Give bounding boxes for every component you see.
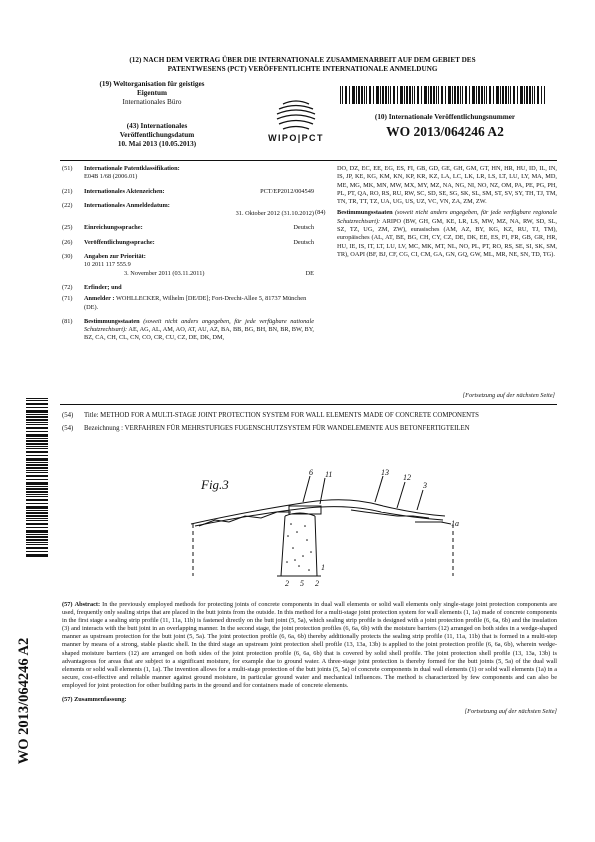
side-publication-number: WO 2013/064246 A2 <box>16 637 32 765</box>
title-german-text: Bezeichnung : VERFAHREN FÜR MEHRSTUFIGES FUGENSCHUTZSYSTEM FÜR WANDELEMENTE AUS BETONFERTIGTEILEN <box>84 425 470 432</box>
field-25-value: Deutsch <box>293 224 314 232</box>
figure-label-5: 5 <box>300 579 304 588</box>
field-25: (25) Einreichungssprache: Deutsch <box>62 224 314 232</box>
abstract-text: In the previously employed methods for protecting joints of concrete components in dual wall elements or solid wall elements only single-stage joint protection components are used, frequently only sealing strips that are placed in the butt joints from the outside. In this method for a multi-stage joint protection system for wall elements (1, 1a) made of concrete components in the first stage a sealing strip profile (11, 11a, 11b) is fastened directly on the butt joint (5, 5a), which sealing strip profile is designed with a joint protection profile (6, 6a, 6b) and the insulation (3) and interacts with the butt joint in an overlapping manner. In the second stage, the joint protection profiles (6, 6a, 6b) with the moisture barriers (12) arranged on both sides in a wedge-shaped manner as upstream protection for the butt joint (5, 5a). The joint protection profile (6, 6a, 6b) thereby additionally protects the sealing strip profile (11, 11a, 11b) that is formed in a multi-step manner by means of a strong, stable plastic shell. In the third stage an upstream joint protection shell profile (13, 13a, 13b) is applied to the joint protection profile (6, 6a, 6b), wherein wedge-shaped moisture barriers (12) are arranged on both sides of the joint protection profile (6, 6a, 6b) that is covered by solid shell profile. The joint protection shell profile (13, 13a, 13b) is advantageous for areas that are subject to a significant moisture, for example due to ground water. A three-stage joint protection is thereby formed for the butt joints (5, 5a) of the dual wall elements or solid wall elements (1, 1a). The invention allows for a multi-stage protection of the butt joints (5, 5a) of concrete components in dual wall elements (1) or solid wall elements (1a) in a secure, cost-effective and reliable manner against ground moisture, in particular ground water and mechanical influences. The method is characterized by few components and can also be employed for joint protection for other building parts in the ground and for containers made of concrete elements. <box>62 601 558 689</box>
title-english-text: Title: METHOD FOR A MULTI-STAGE JOINT PROTECTION SYSTEM FOR WALL ELEMENTS MADE OF CONCRETE COMPONENTS <box>84 412 479 419</box>
field-21: (21) Internationales Aktenzeichen: PCT/EP2012/004549 <box>62 187 314 195</box>
field-21-label: Internationales Aktenzeichen: <box>84 187 165 195</box>
designated-states-list: DO, DZ, EC, EE, EG, ES, FI, GB, GD, GE, GH, GM, GT, HN, HR, HU, ID, IL, IN, IS, JP, KE, KG, KM, KN, KP, KR, KZ, LA, LC, LK, LR, LS, LT, LU, LY, MA, MD, ME, MG, MK, MN, MW, MX, MY, MZ, NA, NG, NI, NO, NZ, OM, PA, PE, PG, PH, PL, PT, QA, RO, RS, RU, RW, SC, SD, SE, SG, SK, SL, SM, ST, SV, SY, TH, TJ, TM, TN, TR, TT, TZ, UA, UG, US, UZ, VC, VN, ZA, ZM, ZW. <box>337 165 557 206</box>
field-71-value: WOHLLECKER, Wilhelm [DE/DE]; Fort-Drecht-Allee 5, 81737 München (DE). <box>84 295 307 311</box>
continuation-note-1: [Fortsetzung auf der nächsten Seite] <box>462 392 555 399</box>
summary-heading: (57) Zusammenfassung: <box>62 696 127 704</box>
figure-label-6: 6 <box>309 468 313 477</box>
bibliographic-left-column <box>62 165 314 346</box>
figure-label-11: 11 <box>325 470 333 479</box>
wipo-pct-wordmark: WIPO|PCT <box>268 133 324 143</box>
field-51: (51) Internationale Patentklassifikation: E04B 1/68 (2006.01) <box>62 165 180 181</box>
field-51-value: E04B 1/68 (2006.01) <box>84 173 138 181</box>
field-72: (72) Erfinder; und <box>62 283 122 291</box>
field-22-value: 31. Oktober 2012 (31.10.2012) <box>235 210 314 218</box>
header-line-1: (12) NACH DEM VERTRAG ÜBER DIE INTERNATIONALE ZUSAMMENARBEIT AUF DEM GEBIET DES <box>129 56 476 64</box>
field-84-value: ARIPO (BW, GH, GM, KE, LR, LS, MW, MZ, NA, RW, SD, SL, SZ, TZ, UG, ZM, ZW), eurasisches (AM, AZ, BY, KG, KZ, RU, TJ, TM), europäisches (AL, AT, BE, BG, CH, CY, CZ, DE, DK, EE, ES, FI, FR, GB, GR, HR, HU, IE, IS, IT, LT, LU, LV, MC, MK, MT, NL, NO, PL, PT, RO, RS, SE, SI, SK, SM, TR), OAPI (BF, BJ, CF, CG, CI, CM, GA, GN, GQ, GW, ML, MR, NE, SN, TD, TG). <box>337 217 557 258</box>
field-84-note: (soweit nicht anders angegeben, für jede verfügbare regionale Schutzrechtsart): <box>337 209 557 225</box>
title-german: (54) Bezeichnung : VERFAHREN FÜR MEHRSTUFIGES FUGENSCHUTZSYSTEM FÜR WANDELEMENTE AUS BETONFERTIGTEILEN <box>62 425 470 432</box>
bibliographic-right-column <box>315 165 557 262</box>
figure-label-2a: 2 <box>285 579 289 588</box>
figure-label-1a: 1a <box>451 519 459 528</box>
field-30-country: DE <box>305 269 314 277</box>
field-26-label: Veröffentlichungssprache: <box>84 238 155 246</box>
field-81-note: (soweit nicht anders angegeben, für jede verfügbare nationale Schutzrechtsart): <box>84 317 314 334</box>
publication-number-label: (10) Internationale Veröffentlichungsnummer <box>374 113 516 121</box>
header-line-2: PATENTWESENS (PCT) VERÖFFENTLICHTE INTERNATIONALE ANMELDUNG <box>167 65 438 73</box>
field-30-date: 3. November 2011 (03.11.2011) <box>124 269 205 277</box>
title-english: (54) Title: METHOD FOR A MULTI-STAGE JOINT PROTECTION SYSTEM FOR WALL ELEMENTS MADE OF CONCRETE COMPONENTS <box>62 412 479 419</box>
figure-label-13: 13 <box>381 468 389 477</box>
field-84: (84) Bestimmungsstaaten (soweit nicht anders angegeben, für jede verfügbare regionale Schutzrechtsart): ARIPO (BW, GH, GM, KE, LR, LS, MW, MZ, NA, RW, SD, SL, SZ, TZ, UG, ZM, ZW), eurasisches (AM, AZ, BY, KG, KZ, RU, TJ, TM), europäisches (AL, AT, BE, BG, CH, CY, CZ, DE, DK, EE, ES, FI, FR, GB, GR, HR, HU, IE, IS, IT, LT, LU, LV, MC, MK, MT, NL, NO, PL, PT, RO, RS, SE, SI, SK, SM, TR), OAPI (BF, BJ, CF, CG, CI, CM, GA, GN, GQ, GW, ML, MR, NE, SN, TD, TG). <box>315 209 557 258</box>
field-30-label: Angaben zur Priorität: <box>84 253 146 261</box>
publication-number: WO 2013/064246 A2 <box>386 124 504 139</box>
middle-divider <box>60 404 557 405</box>
wipo-logo <box>255 94 337 134</box>
field-25-label: Einreichungssprache: <box>84 224 143 232</box>
field-71-label: Anmelder : <box>84 295 115 303</box>
field-26: (26) Veröffentlichungssprache: Deutsch <box>62 238 314 246</box>
field-81-label: Bestimmungsstaaten <box>84 317 140 325</box>
abstract <box>62 601 557 716</box>
figure-label-2b: 2 <box>315 579 319 588</box>
pubdate-line-3: 10. Mai 2013 (10.05.2013) <box>117 140 197 148</box>
figure-label-1: 1 <box>321 563 325 572</box>
field-72-label: Erfinder; und <box>84 283 122 291</box>
field-51-label: Internationale Patentklassifikation: <box>84 165 180 172</box>
field-81-value: AE, AG, AL, AM, AO, AT, AU, AZ, BA, BB, BG, BH, BN, BR, BW, BY, BZ, CA, CH, CL, CN, CO, CR, CU, CZ, DE, DK, DM, <box>84 326 315 342</box>
abstract-number: (57) <box>62 601 73 608</box>
field-22: (22) Internationales Anmeldedatum: 31. Oktober 2012 (31.10.2012) <box>62 201 314 218</box>
figure-label-12: 12 <box>403 473 411 482</box>
figure-label-3: 3 <box>423 481 427 490</box>
top-divider <box>60 160 557 161</box>
abstract-label: Abstract: <box>74 601 101 608</box>
publication-date-block <box>92 122 222 149</box>
org-line-1: (19) Weltorganisation für geistiges <box>99 80 205 88</box>
side-barcode-icon <box>26 398 48 558</box>
continuation-note-2: [Fortsetzung auf der nächsten Seite] <box>464 708 557 716</box>
field-22-label: Internationales Anmeldedatum: <box>84 201 170 209</box>
field-26-value: Deutsch <box>293 238 314 246</box>
summary-label: Zusammenfassung: <box>74 696 127 704</box>
field-84-label: Bestimmungsstaaten <box>337 209 393 217</box>
figure-caption: Fig.3 <box>201 477 229 492</box>
field-30-number: 10 2011 117 555.9 <box>84 261 131 269</box>
patent-figure <box>185 466 475 588</box>
field-30: (30) Angaben zur Priorität: 10 2011 117 555.9 3. November 2011 (03.11.2011) DE <box>62 253 314 277</box>
field-21-value: PCT/EP2012/004549 <box>260 187 314 195</box>
organization-block <box>92 80 212 107</box>
field-81: (81) Bestimmungsstaaten (soweit nicht anders angegeben, für jede verfügbare nationale Schutzrechtsart): AE, AG, AL, AM, AO, AT, AU, AZ, BA, BB, BG, BH, BN, BR, BW, BY, BZ, CA, CH, CL, CN, CO, CR, CU, CZ, DE, DK, DM, <box>62 317 315 342</box>
field-71: (71) Anmelder : WOHLLECKER, Wilhelm [DE/DE]; Fort-Drecht-Allee 5, 81737 München (DE). <box>62 295 307 311</box>
org-line-2: Eigentum <box>137 89 167 97</box>
title-block <box>62 411 557 436</box>
org-line-3: Internationales Büro <box>122 98 182 106</box>
barcode-icon <box>340 86 545 104</box>
document-header <box>70 56 535 74</box>
pubdate-line-2: Veröffentlichungsdatum <box>119 131 195 139</box>
pubdate-line-1: (43) Internationales <box>126 122 188 130</box>
